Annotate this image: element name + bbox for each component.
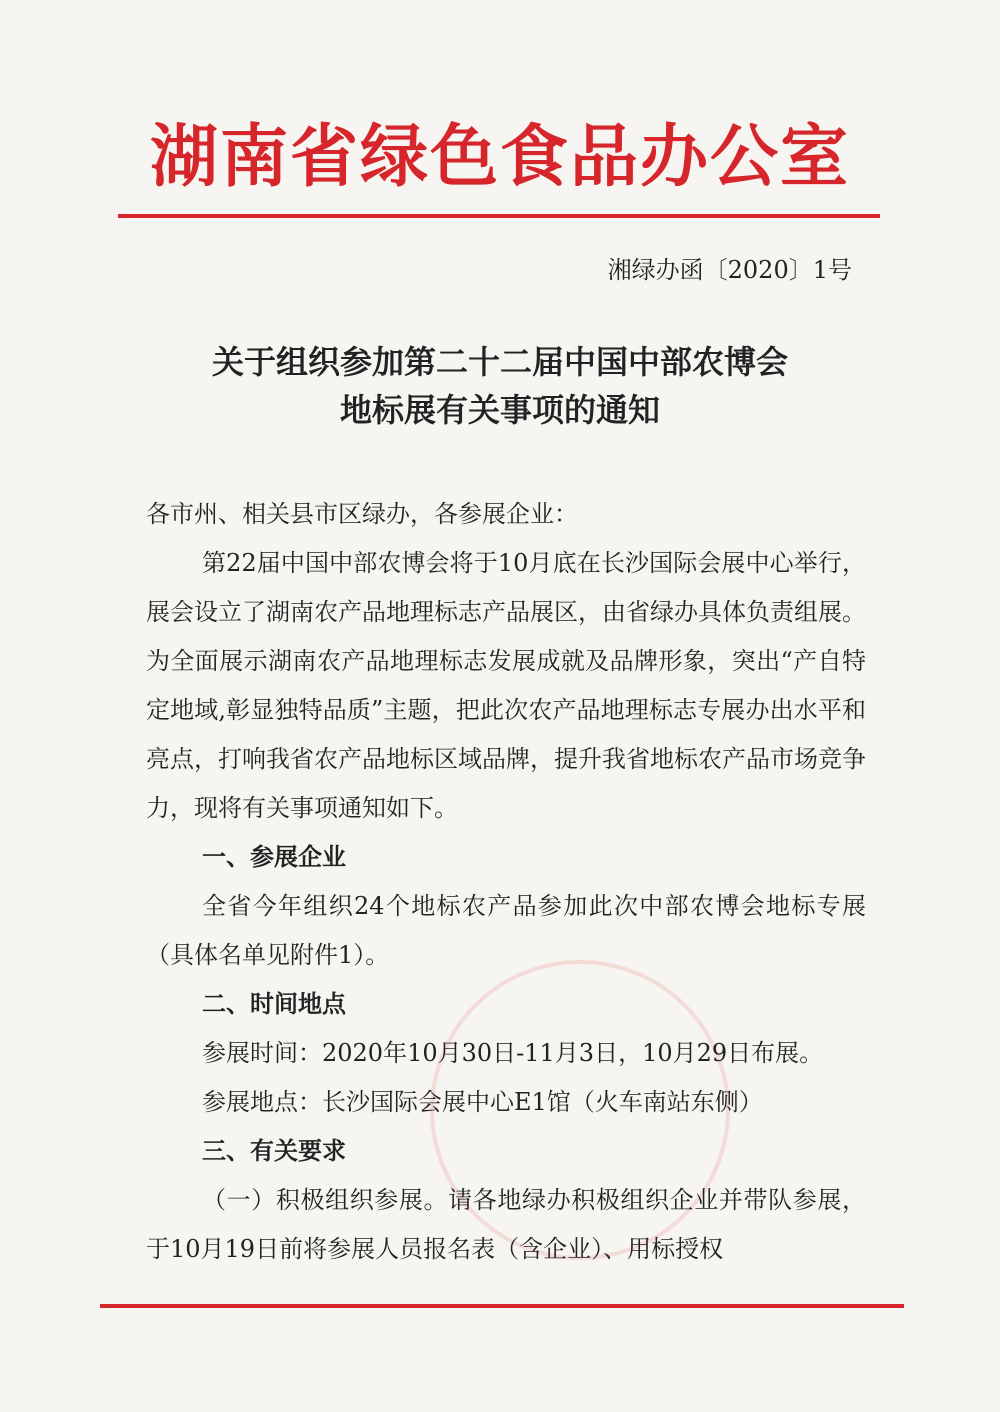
section-heading-3: 三、有关要求: [202, 1137, 346, 1165]
intro-paragraph: 第22届中国中部农博会将于10月底在长沙国际会展中心举行，展会设立了湖南农产品地理标志产品展区，由省绿办具体负责组展。为全面展示湖南农产品地理标志发展成就及品牌形象，突出“产自特定地域,彰显独特品质”主题，把此次农产品地理标志专展办出水平和亮点，打响我省农产品地标区域品牌，提升我省地标农产品市场竞争力，现将有关事项通知如下。: [146, 549, 866, 822]
document-number: 湘绿办函〔2020〕1号: [607, 256, 852, 284]
document-title-line2: 地标展有关事项的通知: [339, 391, 660, 429]
org-title: 湖南省绿色食品办公室: [149, 118, 850, 197]
section-2-place: 参展地点：长沙国际会展中心E1馆（火车南站东侧）: [202, 1088, 763, 1116]
salutation: 各市州、相关县市区绿办，各参展企业：: [146, 500, 578, 528]
footer-red-rule: [100, 1304, 904, 1308]
section-2-time: 参展时间：2020年10月30日-11月3日，10月29日布展。: [202, 1039, 824, 1067]
section-3-item-1: （一）积极组织参展。请各地绿办积极组织企业并带队参展，于10月19日前将参展人员报名表（含企业）、用标授权: [146, 1186, 866, 1263]
document-title: [0, 338, 1000, 434]
section-1-text: 全省今年组织24个地标农产品参加此次中部农博会地标专展（具体名单见附件1）。: [146, 892, 866, 969]
document-body: [146, 490, 866, 1274]
section-heading-2: 二、时间地点: [202, 990, 346, 1018]
document-title-line1: 关于组织参加第二十二届中国中部农博会: [211, 343, 788, 381]
header-red-rule: [118, 214, 880, 218]
section-heading-1: 一、参展企业: [202, 843, 346, 871]
